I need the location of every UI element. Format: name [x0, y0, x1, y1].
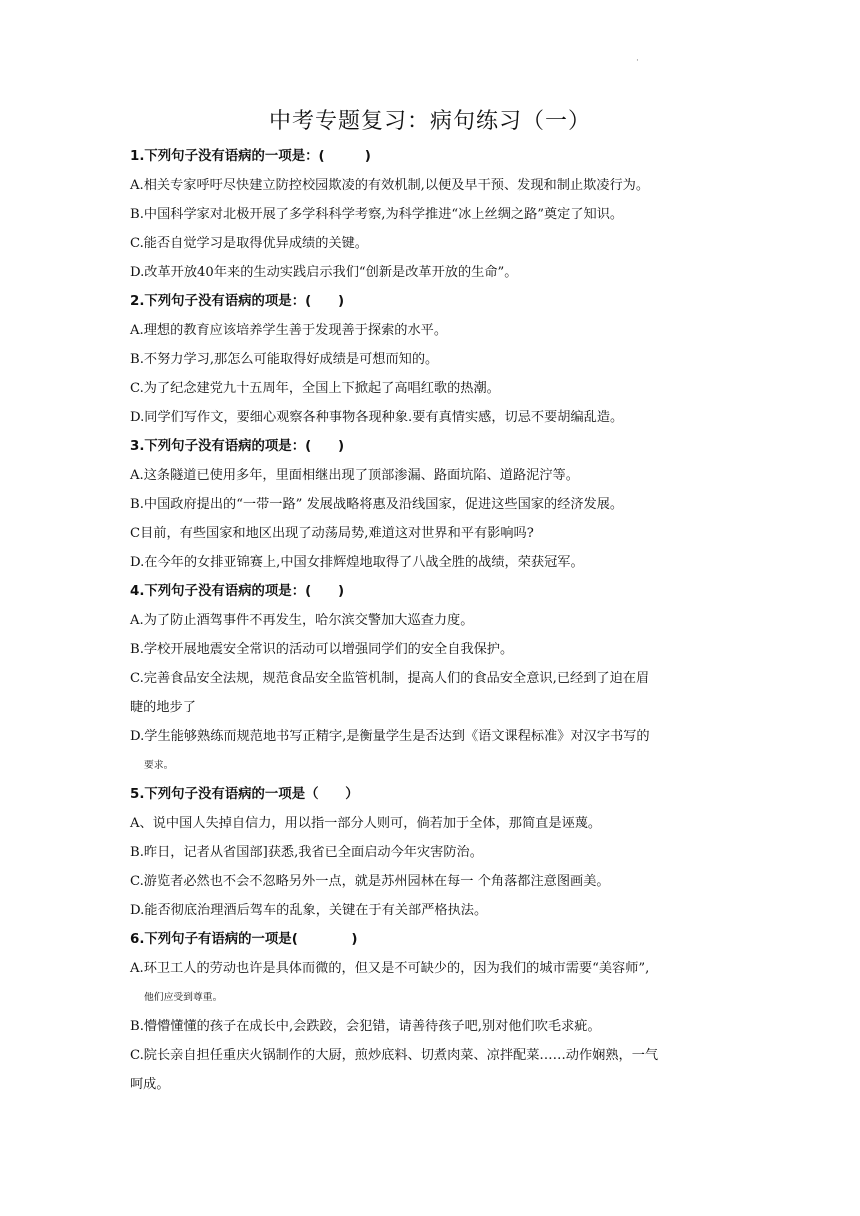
question-stem: 4.下列句子没有语病的项是：( ) — [130, 584, 345, 599]
option-d: D.同学们写作文，要细心观察各种事物各现种象.要有真情实感，切忌不要胡编乱造。 — [130, 410, 624, 425]
question-6 — [130, 925, 740, 1099]
option-b: B.学校开展地震安全常识的活动可以增强同学们的安全自我保护。 — [130, 642, 514, 657]
question-stem: 1.下列句子没有语病的一项是：( ) — [130, 149, 371, 164]
question-stem: 5.下列句子没有语病的一项是（ ） — [130, 787, 359, 802]
option-c-continued: 呵成。 — [130, 1077, 170, 1092]
option-b: B.昨日，记者从省国部]获悉,我省已全面启动今年灾害防治。 — [130, 845, 483, 860]
option-c: C目前，有些国家和地区出现了动荡局势,难道这对世界和平有影响吗? — [130, 526, 534, 541]
option-c: C.为了纪念建党九十五周年，全国上下掀起了高唱红歌的热潮。 — [130, 381, 500, 396]
page-title: 中考专题复习：病句练习（一） — [268, 109, 591, 134]
question-stem: 2.下列句子没有语病的项是：( ) — [130, 294, 345, 309]
option-d: D.学生能够熟练而规范地书写正精字,是衡量学生是否达到《语文课程标准》对汉字书写的 — [130, 729, 650, 744]
question-stem: 6.下列句子有语病的一项是( ) — [130, 932, 358, 947]
option-c: C.院长亲自担任重庆火锅制作的大厨，煎炒底料、切煮肉菜、凉拌配菜……动作娴熟，一气 — [130, 1048, 659, 1063]
header-dot: · — [636, 56, 639, 66]
option-c: C.游览者必然也不会不忽略另外一点，就是苏州园林在每一 个角落都注意图画美。 — [130, 874, 610, 889]
option-b: B.不努力学习,那怎么可能取得好成绩是可想而知的。 — [130, 352, 439, 367]
option-a: A.理想的教育应该培养学生善于发现善于探索的水平。 — [130, 323, 448, 338]
option-a: A.相关专家呼吁尽快建立防控校园欺凌的有效机制,以便及早干预、发现和制止欺凌行为。 — [130, 178, 650, 193]
option-c-continued: 睫的地步了 — [130, 700, 196, 715]
option-a-continued: 他们应受到尊重。 — [144, 992, 223, 1003]
option-d: D.能否彻底治理酒后驾车的乱象，关键在于有关部严格执法。 — [130, 903, 488, 918]
option-a: A.这条隧道已使用多年，里面相继出现了顶部渗漏、路面坑陷、道路泥泞等。 — [130, 468, 579, 483]
option-c: C.完善食品安全法规，规范食品安全监管机制，提高人们的食品安全意识,已经到了迫在眉 — [130, 671, 650, 686]
option-a: A、说中国人失掉自信力，用以指一部分人则可，倘若加于全体，那简直是诬蔑。 — [130, 816, 602, 831]
option-a: A.为了防止酒驾事件不再发生，哈尔滨交警加大巡查力度。 — [130, 613, 474, 628]
option-d-continued: 要求。 — [144, 760, 174, 771]
question-5 — [130, 780, 740, 925]
question-1 — [130, 142, 740, 287]
option-c: C.能否自觉学习是取得优异成绩的关键。 — [130, 236, 368, 251]
question-4 — [130, 577, 740, 780]
question-3 — [130, 432, 740, 577]
question-list — [130, 142, 740, 1099]
option-a: A.环卫工人的劳动也许是具体而微的，但又是不可缺少的，因为我们的城市需要“美容师”, — [130, 961, 650, 976]
option-d: D.在今年的女排亚锦赛上,中国女排辉煌地取得了八战全胜的战绩，荣获冠军。 — [130, 555, 584, 570]
option-b: B.懵懵懂懂的孩子在成长中,会跌跤，会犯错，请善待孩子吧,别对他们吹毛求疵。 — [130, 1019, 601, 1034]
option-d: D.改革开放40年来的生动实践启示我们“创新是改革开放的生命”。 — [130, 265, 518, 280]
option-b: B.中国政府提出的“一带一路” 发展战略将惠及沿线国家，促进这些国家的经济发展。 — [130, 497, 624, 512]
question-stem: 3.下列句子没有语病的项是：( ) — [130, 439, 345, 454]
option-b: B.中国科学家对北极开展了多学科科学考察,为科学推进“冰上丝绸之路”奠定了知识。 — [130, 207, 624, 222]
question-2 — [130, 287, 740, 432]
